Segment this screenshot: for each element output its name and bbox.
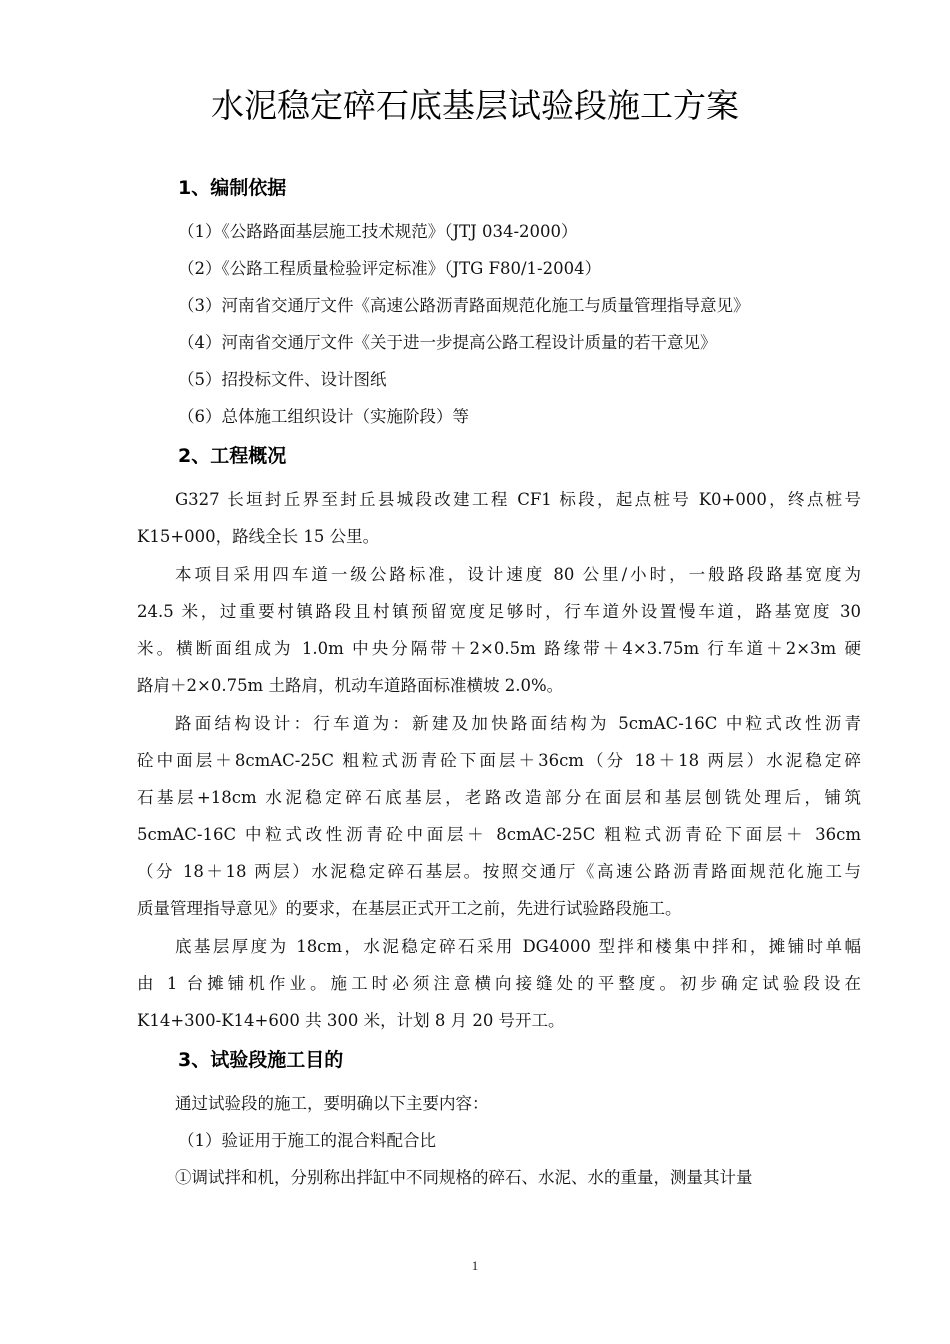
section-3-heading: 3、试验段施工目的 [178,1049,344,1071]
paragraph-line: ①调试拌和机，分别称出拌缸中不同规格的碎石、水泥、水的重量，测量其计量 [175,1168,753,1187]
paragraph-line: 质量管理指导意见》的要求，在基层正式开工之前，先进行试验路段施工。 [137,899,682,918]
paragraph-line: 路肩＋2×0.75m 土路肩，机动车道路面标准横坡 2.0%。 [137,676,564,695]
paragraph-line: G327 长垣封丘界至封丘县城段改建工程 CF1 标段，起点桩号 K0+000，终点桩号 [175,490,861,509]
reference-item: （5）招投标文件、设计图纸 [178,370,387,389]
paragraph-line: 由 1 台摊铺机作业。施工时必须注意横向接缝处的平整度。初步确定试验段设在 [137,974,861,993]
paragraph-line: K15+000，路线全长 15 公里。 [137,527,380,546]
reference-item: （2）《公路工程质量检验评定标准》（JTG F80/1-2004） [178,259,602,278]
paragraph-line: K14+300-K14+600 共 300 米，计划 8 月 20 号开工。 [137,1011,565,1030]
paragraph-line: 通过试验段的施工，要明确以下主要内容： [175,1094,489,1113]
paragraph-line: （分 18＋18 两层）水泥稳定碎石基层。按照交通厅《高速公路沥青路面规范化施工与 [137,862,861,881]
reference-item: （3）河南省交通厅文件《高速公路沥青路面规范化施工与质量管理指导意见》 [178,296,750,315]
paragraph-line: 石基层+18cm 水泥稳定碎石底基层，老路改造部分在面层和基层刨铣处理后，铺筑 [137,788,861,807]
paragraph-line: 5cmAC-16C 中粒式改性沥青砼中面层＋ 8cmAC-25C 粗粒式沥青砼下面层＋ 36cm [137,825,861,844]
paragraph-line: 路面结构设计：行车道为：新建及加快路面结构为 5cmAC-16C 中粒式改性沥青 [175,714,861,733]
paragraph-line: 砼中面层＋8cmAC-25C 粗粒式沥青砼下面层＋36cm（分 18＋18 两层）水泥稳定碎 [137,751,861,770]
page-number: 1 [471,1258,479,1273]
paragraph-line: 24.5 米，过重要村镇路段且村镇预留宽度足够时，行车道外设置慢车道，路基宽度 30 [137,602,861,621]
paragraph-line: 底基层厚度为 18cm，水泥稳定碎石采用 DG4000 型拌和楼集中拌和，摊铺时单幅 [175,937,861,956]
paragraph-line: 本项目采用四车道一级公路标准，设计速度 80 公里/小时，一般路段路基宽度为 [175,565,861,584]
reference-item: （1）《公路路面基层施工技术规范》（JTJ 034-2000） [178,222,578,241]
reference-item: （4）河南省交通厅文件《关于进一步提高公路工程设计质量的若干意见》 [178,333,717,352]
section-1-heading: 1、编制依据 [178,177,287,199]
document-title: 水泥稳定碎石底基层试验段施工方案 [211,86,739,125]
section-2-heading: 2、工程概况 [178,445,287,467]
reference-item: （6）总体施工组织设计（实施阶段）等 [178,407,469,426]
list-item: （1）验证用于施工的混合料配合比 [178,1131,436,1150]
paragraph-line: 米。横断面组成为 1.0m 中央分隔带＋2×0.5m 路缘带＋4×3.75m 行车道＋2×3m 硬 [137,639,861,658]
